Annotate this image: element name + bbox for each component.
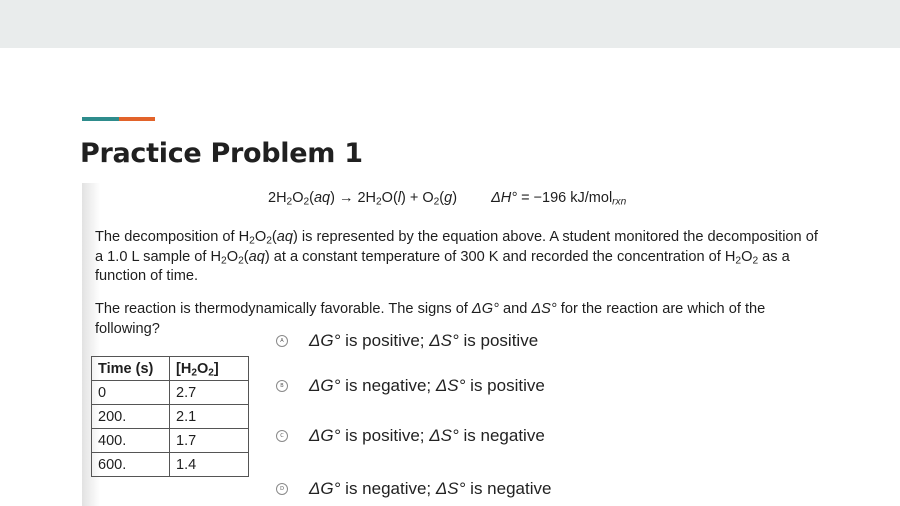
choice-d-radio[interactable]: D xyxy=(276,483,288,495)
header-concentration: $[H_2O_2]$ xyxy=(170,357,249,381)
header-time: Time (s) xyxy=(92,357,170,381)
table-row xyxy=(92,405,249,429)
concentration-cell: 2.1 xyxy=(170,405,249,429)
choice-a-radio[interactable]: A xyxy=(276,335,288,347)
reaction-equation: $2H_2O_2(aq) \to 2H_2O(l) + O_2(g) \Delta H^\circ = -196$ kJ/mol$_{rxn}$ xyxy=(268,190,627,208)
time-cell: 400. xyxy=(92,429,170,453)
choice-b-text: ΔG° is negative; ΔS° is positive xyxy=(309,376,545,395)
concentration-table xyxy=(91,356,249,477)
choice-b-radio[interactable]: B xyxy=(276,380,288,392)
concentration-cell: 1.4 xyxy=(170,453,249,477)
choice-c-radio[interactable]: C xyxy=(276,430,288,442)
top-bar xyxy=(0,0,900,48)
concentration-cell: 1.7 xyxy=(170,429,249,453)
slide-title: Practice Problem 1 xyxy=(80,138,363,169)
accent-teal-segment xyxy=(82,117,119,121)
time-cell: 600. xyxy=(92,453,170,477)
concentration-cell: 2.7 xyxy=(170,381,249,405)
title-accent-bar xyxy=(82,117,155,121)
enthalpy-change: ΔH° = −196 kJ/mol$_{rxn}$ xyxy=(491,190,627,208)
table-row xyxy=(92,453,249,477)
problem-description: The decomposition of $H_2O_2(aq)$ is represented by the equation above. A student monitored the decomposition of a 1.0 L sample of $H_2O_2(aq)$ at a constant temperature of 300 K and recorded the concentration of $H_2O_2$ as a function of time. xyxy=(95,229,818,284)
time-cell: 0 xyxy=(92,381,170,405)
choice-a-text: ΔG° is positive; ΔS° is positive xyxy=(309,331,539,350)
choice-d-text: ΔG° is negative; ΔS° is negative xyxy=(309,479,552,498)
table-header-row xyxy=(92,357,249,381)
accent-orange-segment xyxy=(119,117,155,121)
table-row xyxy=(92,429,249,453)
choice-c-text: ΔG° is positive; ΔS° is negative xyxy=(309,426,545,445)
question-prompt: The reaction is thermodynamically favorable. The signs of ΔG° and ΔS° for the reaction are which of the following? xyxy=(95,301,766,337)
table-row xyxy=(92,381,249,405)
time-cell: 200. xyxy=(92,405,170,429)
